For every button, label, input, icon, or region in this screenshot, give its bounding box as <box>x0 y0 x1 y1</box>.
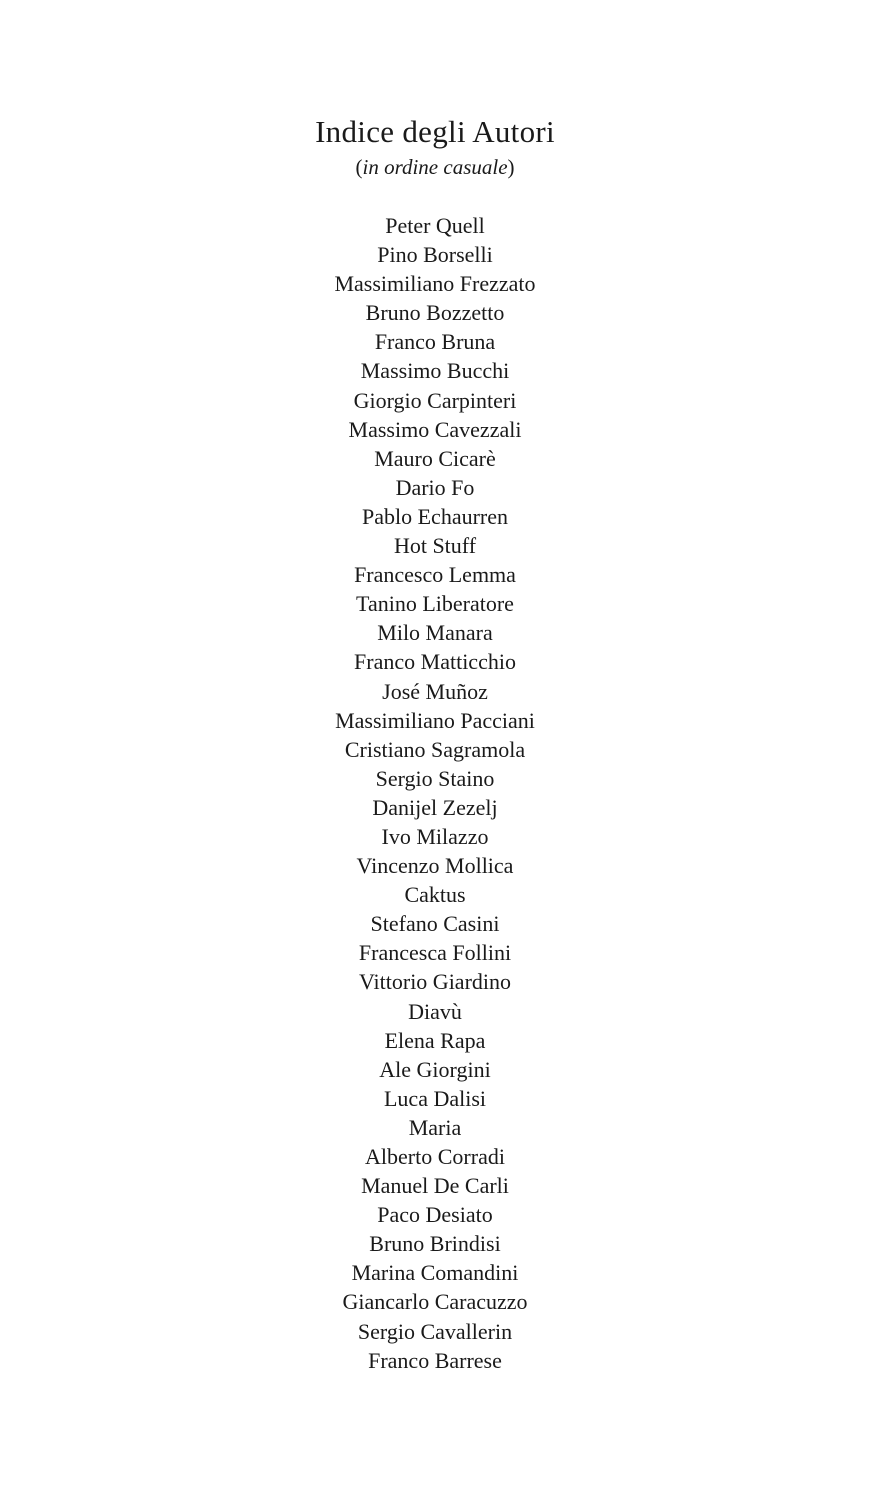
author-name: Milo Manara <box>377 620 493 646</box>
author-name: Luca Dalisi <box>383 1085 487 1111</box>
author-name: Franco Barrese <box>368 1347 502 1373</box>
author-name: Paco Desiato <box>377 1202 493 1228</box>
subtitle-open-paren: ( <box>355 155 363 179</box>
author-list <box>0 211 870 1375</box>
page-subtitle <box>0 152 870 182</box>
author-name: Francesca Follini <box>358 940 512 966</box>
author-name: Massimo Cavezzali <box>348 416 522 442</box>
author-name: Giancarlo Caracuzzo <box>342 1289 528 1315</box>
author-name: Maria <box>408 1114 462 1140</box>
author-name: Vincenzo Mollica <box>356 853 514 879</box>
author-name: Massimiliano Pacciani <box>335 707 535 733</box>
author-name: Bruno Bozzetto <box>365 300 505 326</box>
author-name: Vittorio Giardino <box>358 969 512 995</box>
author-name: Hot Stuff <box>393 533 477 559</box>
author-name: Marina Comandini <box>351 1260 519 1286</box>
author-name: Franco Bruna <box>374 329 496 355</box>
author-name: Pino Borselli <box>377 242 493 268</box>
author-name: Peter Quell <box>385 213 485 238</box>
author-name: Manuel De Carli <box>361 1173 509 1199</box>
author-name: Ale Giorgini <box>379 1056 491 1082</box>
subtitle-text: in ordine casuale <box>362 155 508 179</box>
author-name: Caktus <box>404 882 466 908</box>
author-name: Massimo Bucchi <box>360 358 510 384</box>
author-name: Massimiliano Frezzato <box>334 271 536 297</box>
author-name: Mauro Cicarè <box>374 445 496 471</box>
author-name: Tanino Liberatore <box>356 591 514 617</box>
author-name: Danijel Zezelj <box>372 794 498 820</box>
author-name: Diavù <box>408 998 462 1024</box>
author-name: Francesco Lemma <box>354 562 516 588</box>
page-title: Indice degli Autori <box>315 114 555 149</box>
author-name: Ivo Milazzo <box>381 823 489 849</box>
author-name: Sergio Staino <box>375 765 495 791</box>
author-name: Pablo Echaurren <box>362 503 508 529</box>
author-name: Alberto Corradi <box>365 1144 505 1169</box>
author-name: Stefano Casini <box>370 911 500 937</box>
subtitle-close-paren: ) <box>507 155 515 179</box>
author-name: Bruno Brindisi <box>369 1231 501 1257</box>
author-name: Franco Matticchio <box>354 649 516 675</box>
author-name: Cristiano Sagramola <box>344 736 526 762</box>
author-name: Dario Fo <box>395 474 475 500</box>
author-name: Elena Rapa <box>384 1027 486 1053</box>
author-name: José Muñoz <box>382 678 488 704</box>
author-name: Sergio Cavallerin <box>357 1318 513 1344</box>
author-name: Giorgio Carpinteri <box>353 387 517 413</box>
